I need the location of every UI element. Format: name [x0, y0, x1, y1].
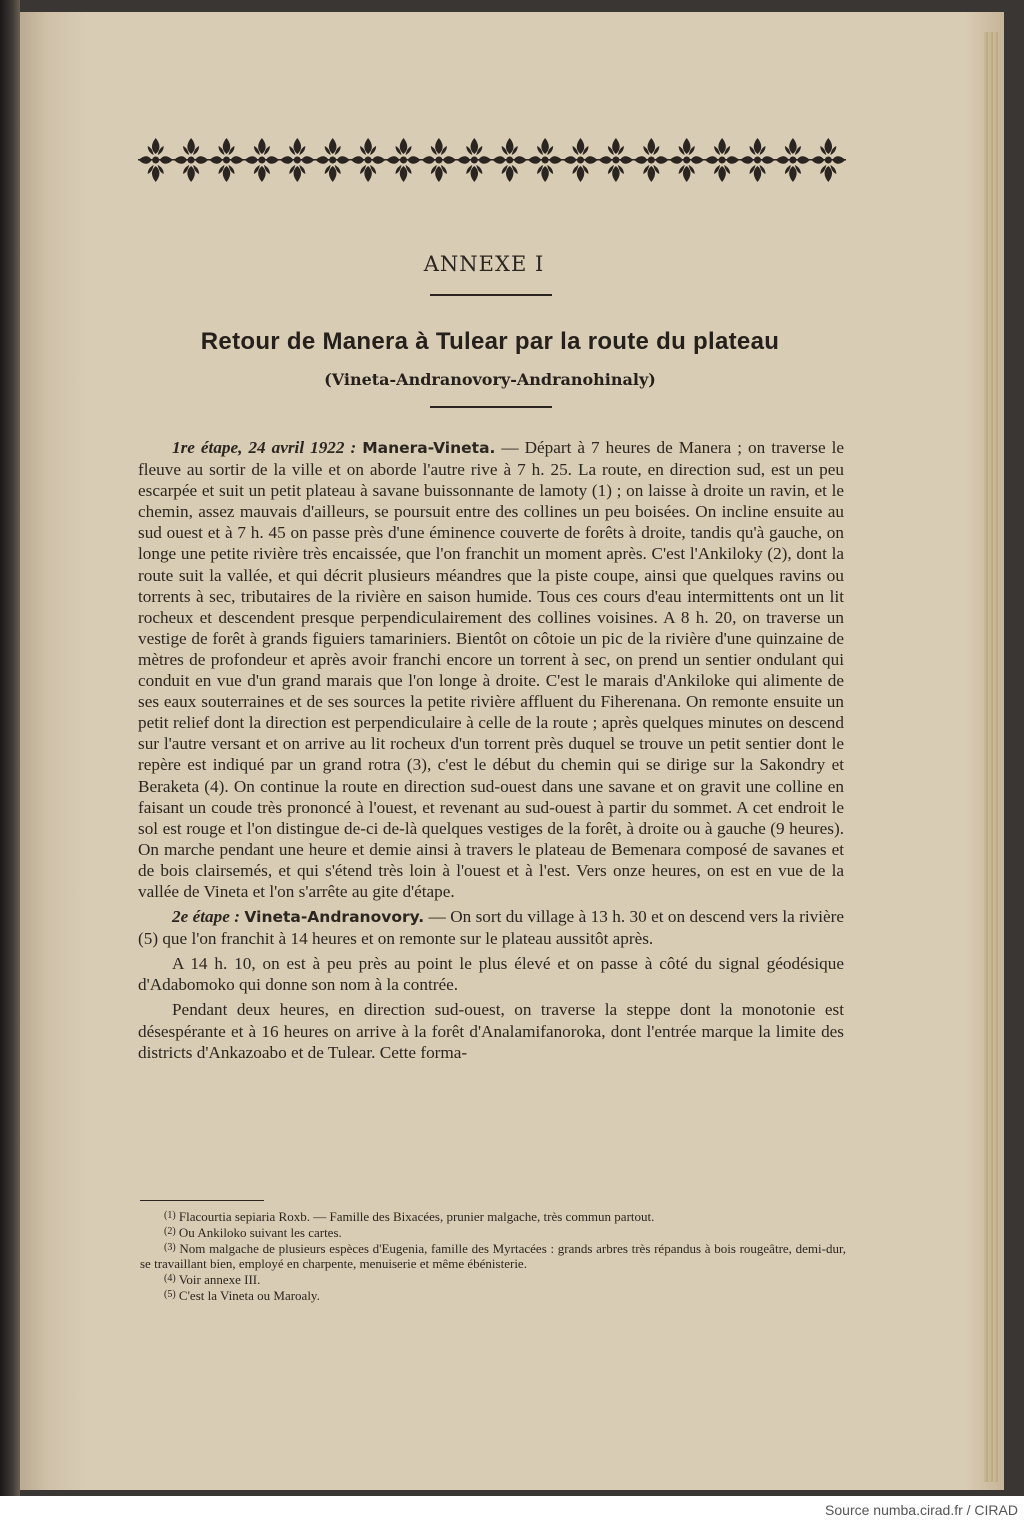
paragraph-text: — Départ à 7 heures de Manera ; on traverse le fleuve au sortir de la ville et on aborde l'autre rive à 7 h. 25. La route, en direction sud, est un peu escarpée et suit un petit plateau à savane buissonnante de lamoty (1) ; on laisse à droite un ravin, et le chemin, assez mauvais d'ailleurs, se poursuit entre des collines un peu boisées. On incline ensuite au sud ouest et à 7 h. 45 on passe près d'une éminence couverte de forêts à droite, tandis qu'à gauche, on longe une petite rivière très encaissée, que l'on franchit un moment après. C'est l'Ankiloky (2), dont la route suit la vallée, et qui décrit plusieurs méandres que la piste coupe, ainsi que quelques ravins ou torrents à sec, tributaires de la rivière en saison humide. Tous ces cours d'eau intermittents ont un lit rocheux et descendent presque perpendiculairement des collines voisines. A 8 h. 20, on traverse un vestige de forêt à grands figuiers tamariniers. Bientôt on côtoie un pic de la rivière d'une quinzaine de mètres de profondeur et après avoir franchi encore un torrent à sec, on prend un sentier ondulant qui conduit en vue d'un grand marais que l'on longe à droite. C'est le marais d'Ankiloke qui alimente de ses eaux souterraines et de ses sources la petite rivière affluent du Fiherenana. On remonte ensuite un petit relief dont la direction est perpendiculaire à celle de la route ; après quelques minutes on descend sur l'autre versant et on arrive au lit rocheux d'un torrent près duquel se trouve un petit sentier dont le repère est indiqué par un grand rotra (3), c'est le début du chemin qui se dirige sur la Sakondry et Beraketa (4). On continue la route en direction sud-ouest dans une savane et on gravit une colline en faisant un coude très prononcé à l'ouest, et revenant au sud-ouest à partir du sommet. A cet endroit le sol est rouge et l'on distingue de-ci de-là quelques vestiges de la forêt, à droite ou à gauche (9 heures). On marche pendant une heure et demie ainsi à travers le plateau de Bemenara composé de savanes et de bois clairsemés, et qui s'étend très loin à l'ouest et à l'est. Vers onze heures, on est en vue de la vallée de Vineta et l'on s'arrête au gite d'étape. [138, 438, 844, 901]
ornament-border-icon [138, 135, 846, 185]
paragraph-1 [138, 437, 844, 902]
footnote-text: C'est la Vineta ou Maroaly. [178, 1288, 320, 1303]
footnote-mark: (3) [164, 1242, 176, 1253]
heading-rule-top [430, 294, 552, 296]
footnote-text: Voir annexe III. [178, 1272, 261, 1287]
footnote-rule [140, 1200, 264, 1201]
footnote-4 [140, 1271, 846, 1287]
footnote-2 [140, 1224, 846, 1240]
paragraph-text: A 14 h. 10, on est à peu près au point le plus élevé et on passe à côté du signal géodésique d'Adabomoko qui donne son nom à la contrée. [138, 954, 844, 995]
paragraph-lead-bold: Vineta-Andranovory. [244, 908, 425, 927]
footnotes [140, 1208, 846, 1303]
annexe-heading: ANNEXE I [423, 252, 545, 276]
paragraph-lead-italic: 1re étape, 24 avril 1922 : [172, 438, 357, 457]
page-subtitle: (Vineta-Andranovory-Andranohinaly) [324, 370, 656, 389]
paragraph-lead-bold: Manera-Vineta. [362, 439, 496, 457]
footnote-text: Nom malgache de plusieurs espèces d'Eugenia, famille des Myrtacées : grands arbres très répandus à bois rougeâtre, demi-dur, se travaillant bien, employé en charpente, menuiserie et même ébénisterie. [140, 1241, 847, 1271]
paragraph-lead-italic: 2e étape : [172, 907, 240, 927]
paragraph-4 [138, 999, 844, 1062]
page-title: Retour de Manera à Tulear par la route du plateau [200, 328, 780, 355]
heading-rule-bottom [430, 406, 552, 408]
footnote-3 [140, 1240, 846, 1271]
paragraph-text: — On sort du village à 13 h. 30 et on descend vers la rivière (5) que l'on franchit à 14 heures et on remonte sur le plateau aussitôt après. [138, 907, 845, 949]
footnote-5 [140, 1287, 846, 1303]
page-edge [984, 32, 1000, 1482]
footnote-text: Flacourtia sepiaria Roxb. — Famille des Bixacées, prunier malgache, très commun partout. [178, 1209, 655, 1224]
paragraph-text: Pendant deux heures, en direction sud-ouest, on traverse la steppe dont la monotonie est désespérante et à 16 heures on arrive à la forêt d'Analamifanoroka, dont l'entrée marque la limite des districts d'Ankazoabo et de Tulear. Cette forma- [138, 1000, 844, 1062]
book-binding [0, 0, 20, 1496]
footnote-mark: (5) [164, 1289, 176, 1300]
footnote-mark: (2) [164, 1226, 176, 1237]
body-text [138, 437, 844, 1067]
source-caption: Source numba.cirad.fr / CIRAD [825, 1502, 1018, 1518]
footnote-text: Ou Ankiloko suivant les cartes. [178, 1225, 342, 1240]
footnote-1 [140, 1208, 846, 1224]
footnote-mark: (4) [164, 1273, 176, 1284]
paragraph-2 [138, 906, 844, 949]
footnote-mark: (1) [164, 1210, 176, 1221]
paragraph-3 [138, 953, 844, 995]
